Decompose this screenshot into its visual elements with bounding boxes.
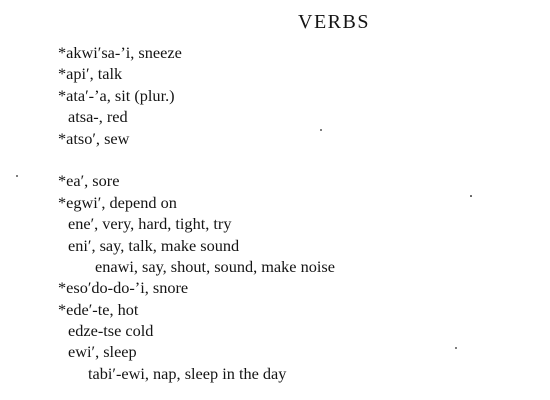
verb-entry: *akwi′sa-’i, sneeze [58,43,182,62]
section-heading: VERBS [298,11,370,33]
verb-entry: tabi′-ewi, nap, sleep in the day [88,363,287,383]
print-speck [320,129,322,131]
verb-entry: ewi′, sleep [68,342,137,362]
verb-entry: ene′, very, hard, tight, try [68,214,232,234]
verb-entry-list [0,42,550,384]
verb-entry: enawi, say, shout, sound, make noise [95,256,335,276]
print-speck [455,347,457,349]
verb-entry [0,149,550,170]
verb-entry: eni′, say, talk, make sound [68,235,240,255]
verb-entry: *atso′, sew [58,128,130,148]
verb-entry: *ata′-’a, sit (plur.) [58,85,175,105]
verb-entry: atsa-, red [68,107,128,127]
verb-entry: edze-tse cold [68,321,154,341]
print-speck [16,175,18,177]
verb-entry: *ede′-te, hot [58,299,139,319]
verb-entry: *eso′do-do-’i, snore [58,278,189,298]
verb-entry: *api′, talk [58,64,123,84]
verb-entry: *egwi′, depend on [58,192,177,212]
print-speck [470,195,472,197]
verb-entry: *ea′, sore [58,171,120,191]
